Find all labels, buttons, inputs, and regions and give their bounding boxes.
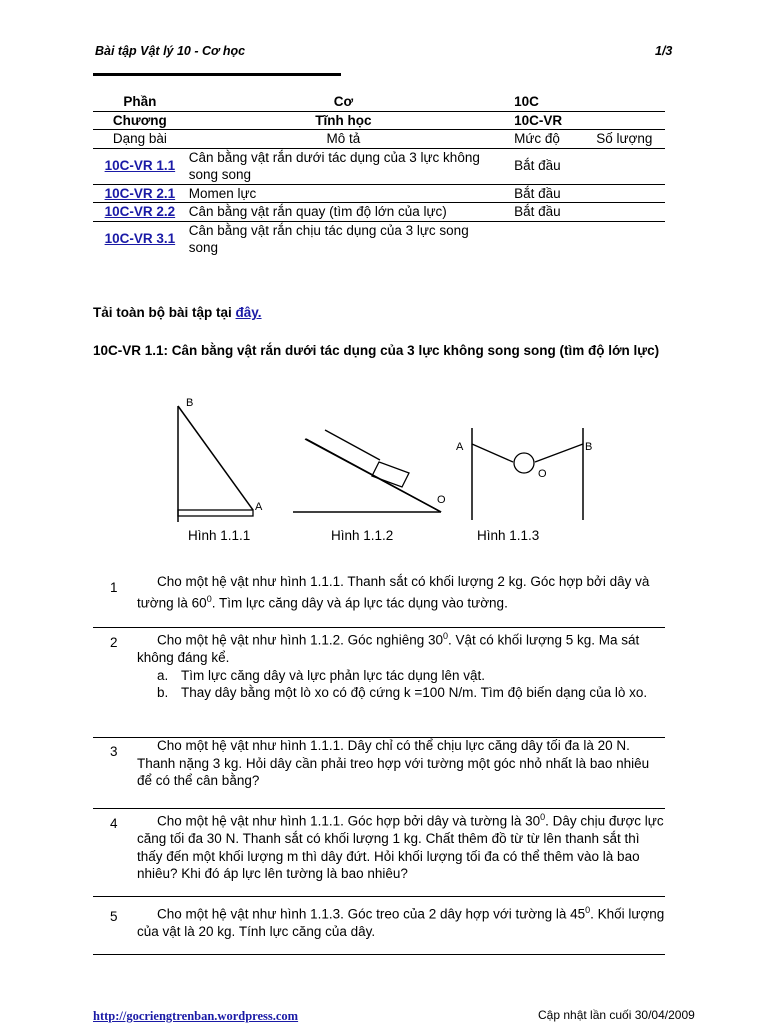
exercise-link-3-1[interactable]: 10C-VR 3.1 <box>104 231 176 247</box>
download-link[interactable]: đây. <box>235 305 262 320</box>
table-row <box>93 184 665 203</box>
problem-text: Cho một hệ vật như hình 1.1.1. Dây chỉ có thể chịu lực căng dây tối đa là 20 N. Thanh nặng 3 kg. Hỏi dây cần phải treo hợp với tường một góc nhỏ nhất là bao nhiêu để có thể cân bằng? <box>137 738 650 788</box>
exercise-link-1-1[interactable]: 10C-VR 1.1 <box>104 158 176 174</box>
table-row <box>93 148 665 184</box>
document-header-title: Bài tập Vật lý 10 - Cơ học <box>95 44 246 58</box>
ground-slope <box>305 439 441 512</box>
exercise-count <box>584 184 665 203</box>
problem-4 <box>93 809 665 883</box>
problem-divider <box>93 896 665 897</box>
problem-1 <box>93 573 665 612</box>
subquestion-list <box>137 667 665 702</box>
exercise-desc: Cân bằng vật rắn chịu tác dụng của 3 lực song song <box>188 222 469 255</box>
problem-text: Cho một hệ vật như hình 1.1.2. Góc nghiêng $30^0$. Vật có khối lượng 5 kg. Ma sát không đáng kể. a. Tìm lực căng dây và lực phản lực tác dụng lên vật. b. Thay dây bằng một lò xo có độ cứng k =100 N/m. Tìm độ biến dạng của lò xo. <box>137 628 665 702</box>
figure-caption-2: Hình 1.1.2 <box>331 528 394 543</box>
section-title: 10C-VR 1.1: Cân bằng vật rắn dưới tác dụng của 3 lực không song song (tìm độ lớn lực) <box>93 343 660 358</box>
col-header-desc: Mô tả <box>187 130 500 149</box>
problem-number: 5 <box>110 909 118 924</box>
exercise-level: Bắt đầu <box>500 148 583 184</box>
problem-text: Cho một hệ vật như hình 1.1.1. Góc hợp bởi dây và tường là $30^0$. Dây chịu được lực căng tối đa 30 N. Thanh sắt có khối lượng 1 kg. Chất thêm đồ từ từ lên thanh sắt thì thấy đến một khối lượng m thì dây đứt. Hỏi khối lượng tối đa có thể thêm vào là bao nhiêu? Khi đó áp lực lên tường là bao nhiêu? <box>137 812 664 881</box>
rope-right <box>535 444 583 462</box>
figure-1-1 <box>178 397 263 543</box>
figure-1-1-2 <box>293 430 446 543</box>
label-b: B <box>186 397 194 409</box>
chapter-value: Tĩnh học <box>187 111 500 130</box>
label-a: A <box>456 441 464 453</box>
problem-divider <box>93 954 665 955</box>
problem-number: 3 <box>110 744 118 759</box>
table-column-headers <box>93 130 665 149</box>
label-a: A <box>255 501 263 513</box>
footer-updated: Cập nhật lần cuối 30/04/2009 <box>538 1008 695 1022</box>
figure-caption-3: Hình 1.1.3 <box>477 528 540 543</box>
problem-number: 2 <box>110 635 118 650</box>
page-number: 1/3 <box>655 44 673 58</box>
problem-5 <box>93 902 665 941</box>
label-b: B <box>585 441 593 453</box>
problem-number: 1 <box>110 580 118 595</box>
label-o: O <box>538 468 547 480</box>
table-row-part <box>93 93 665 111</box>
problem-text: Cho một hệ vật như hình 1.1.1. Thanh sắt có khối lượng 2 kg. Góc hợp bởi dây và tường là $60^0$. Tìm lực căng dây và áp lực tác dụng vào tường. <box>137 574 650 610</box>
figure-1-1-3 <box>456 428 592 543</box>
exercise-summary-table <box>93 93 665 257</box>
figure-caption-1: Hình 1.1.1 <box>188 528 251 543</box>
table-row-chapter <box>93 111 665 130</box>
part-code: 10C <box>514 94 539 109</box>
label-o: O <box>437 494 446 506</box>
part-value: Cơ <box>333 94 354 109</box>
exercise-link-2-1[interactable]: 10C-VR 2.1 <box>104 185 176 201</box>
subquestion-a: a. Tìm lực căng dây và lực phản lực tác dụng lên vật. <box>157 667 486 683</box>
exercise-level: Bắt đầu <box>500 184 583 203</box>
table-row <box>93 221 665 257</box>
hanging-ball <box>514 453 534 473</box>
rope-left <box>472 444 513 462</box>
exercise-desc: Momen lực <box>187 184 500 203</box>
rope-line <box>325 430 380 460</box>
col-header-level: Mức độ <box>500 130 583 149</box>
header-divider <box>93 73 341 76</box>
part-label: Phần <box>123 94 157 109</box>
chapter-code: 10C-VR <box>500 111 665 130</box>
exercise-desc: Cân bằng vật rắn dưới tác dụng của 3 lực không song song <box>187 148 500 184</box>
exercise-count <box>584 221 665 257</box>
exercise-count <box>584 148 665 184</box>
footer-website-link[interactable]: http://gocriengtrenban.wordpress.com <box>93 1009 299 1023</box>
exercise-level: Bắt đầu <box>500 203 583 222</box>
problem-2 <box>93 628 665 702</box>
col-header-type: Dạng bài <box>93 130 187 149</box>
subquestion-b: b. Thay dây bằng một lò xo có độ cứng k =100 N/m. Tìm độ biến dạng của lò xo. <box>157 685 648 700</box>
exercise-link-2-2[interactable]: 10C-VR 2.2 <box>104 204 176 219</box>
chapter-label: Chương <box>93 111 187 130</box>
download-text: Tải toàn bộ bài tập tại <box>93 305 232 320</box>
rod-rect <box>178 510 253 516</box>
exercise-count <box>584 203 665 222</box>
problem-text: Cho một hệ vật như hình 1.1.3. Góc treo của 2 dây hợp với tường là $45^0$. Khối lượng của vật là 20 kg. Tính lực căng của dây. <box>137 905 665 939</box>
rope-line <box>178 406 253 510</box>
exercise-level <box>500 221 583 257</box>
problem-3 <box>93 737 665 790</box>
col-header-count: Số lượng <box>584 130 665 149</box>
download-line <box>93 305 262 320</box>
figures-panel <box>93 390 593 550</box>
block-rect <box>372 462 409 487</box>
problem-number: 4 <box>110 816 118 831</box>
table-row <box>93 203 665 222</box>
exercise-desc: Cân bằng vật rắn quay (tìm độ lớn của lực) <box>187 203 500 222</box>
